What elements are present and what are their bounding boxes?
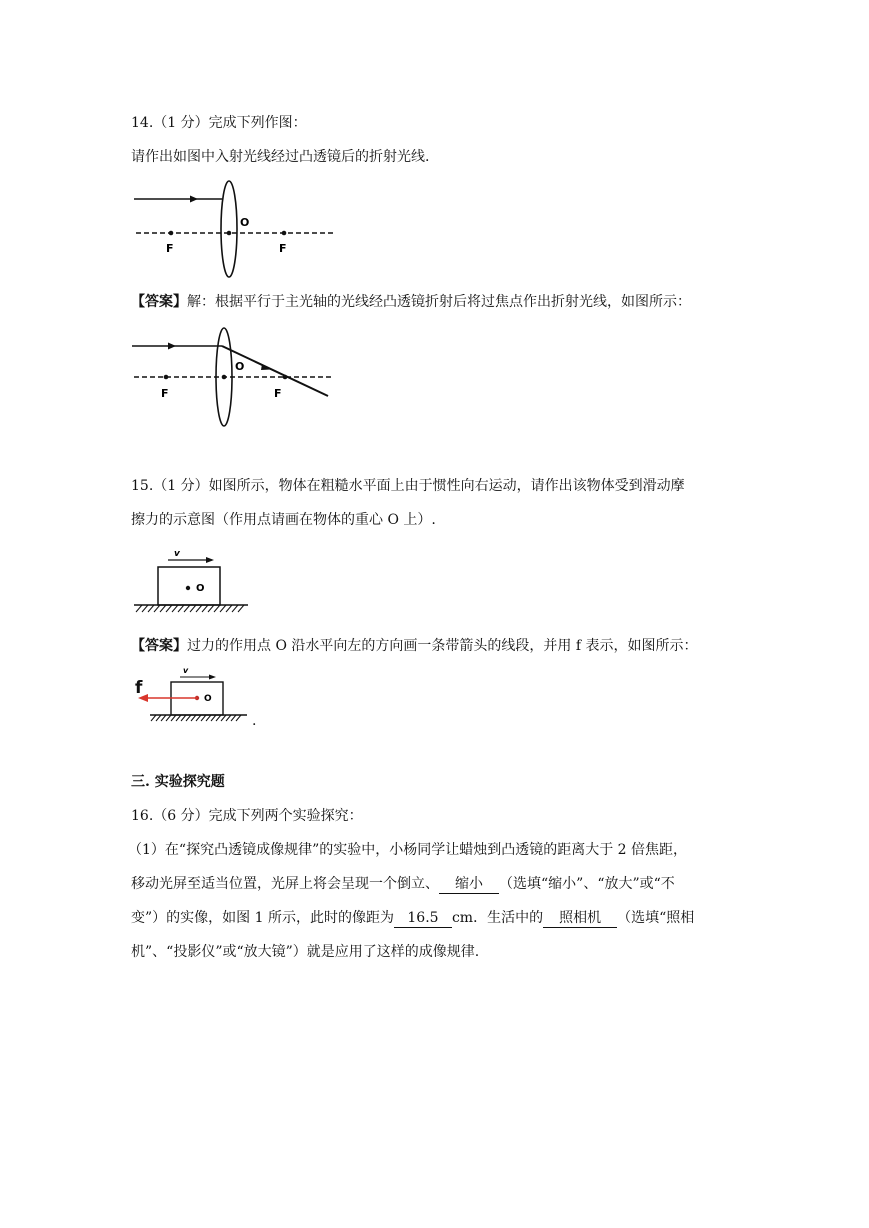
q15a-label-v: v (183, 666, 189, 675)
q14a-label-f-right: F (274, 387, 282, 400)
q14a-label-o: O (235, 360, 245, 373)
q16-p1-line3 (131, 908, 694, 928)
q14-title: 14.（1 分）完成下列作图： (131, 115, 307, 131)
q15-line1: 15.（1 分）如图所示，物体在粗糙水平面上由于惯性向右运动，请作出该物体受到滑动摩 (131, 478, 685, 494)
section3-title: 三. 实验探究题 (131, 774, 225, 790)
q16-answer-blank-3: 照相机 (543, 910, 617, 928)
q16-p1-line3-b: cm．生活中的 (451, 910, 544, 926)
q16-p1-line3-a: 变”）的实像，如图 1 所示，此时的像距为 (131, 910, 394, 926)
answer-tag: 【答案】 (131, 638, 187, 654)
q14-label-o: O (240, 216, 250, 229)
q16-p1-line4: 机”、“投影仪”或“放大镜”）就是应用了这样的成像规律. (131, 944, 480, 960)
q15-label-o: O (196, 583, 205, 594)
q15-answer-text: 过力的作用点 O 沿水平向左的方向画一条带箭头的线段，并用 f 表示，如图所示： (187, 638, 698, 654)
q16-p1-line1: （1）在“探究凸透镜成像规律”的实验中，小杨同学让蜡烛到凸透镜的距离大于 2 倍焦距， (128, 842, 688, 858)
q14-prompt: 请作出如图中入射光线经过凸透镜后的折射光线. (131, 149, 430, 165)
q14-label-f-right: F (279, 242, 287, 255)
q16-title: 16.（6 分）完成下列两个实验探究： (131, 808, 363, 824)
q16-answer-blank-1: 缩小 (439, 876, 499, 894)
q16-p1-line2-b: （选填“缩小”、“放大”或“不 (499, 876, 675, 892)
q15a-label-o: O (204, 694, 212, 704)
q14a-label-f-left: F (161, 387, 169, 400)
answer-tag: 【答案】 (131, 294, 187, 310)
q15a-label-f: f (135, 678, 143, 698)
q14-label-f-left: F (166, 242, 174, 255)
q16-answer-blank-2: 16.5 (394, 910, 452, 928)
q16-p1-line2-a: 移动光屏至适当位置，光屏上将会呈现一个倒立、 (131, 876, 439, 892)
q15-answer-period: . (252, 713, 257, 729)
q14-answer-text: 解：根据平行于主光轴的光线经凸透镜折射后将过焦点作出折射光线，如图所示： (187, 294, 691, 310)
q15-line2: 擦力的示意图（作用点请画在物体的重心 O 上）. (131, 512, 436, 528)
q16-p1-line3-c: （选填“照相 (617, 910, 695, 926)
q15-label-v: v (174, 549, 180, 559)
q16-p1-line2 (131, 874, 675, 894)
